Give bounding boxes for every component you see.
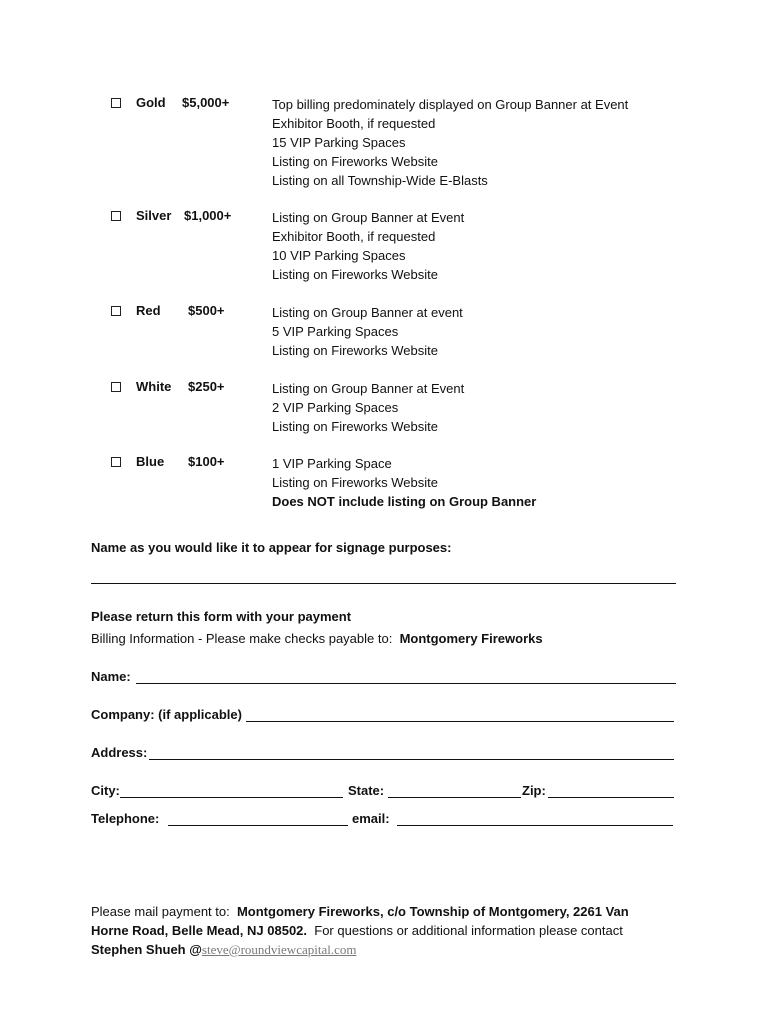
tier-amount: $500+ [188,303,225,318]
tier-benefits [272,303,463,360]
benefit-item: Listing on Fireworks Website [272,419,438,434]
tier-name: Red [136,303,161,318]
tier-checkbox[interactable] [111,211,121,221]
benefit-item: Listing on Fireworks Website [272,475,438,490]
tier-checkbox[interactable] [111,382,121,392]
tier-name: White [136,379,172,394]
signage-label: Name as you would like it to appear for signage purposes: [91,540,452,555]
tier-amount: $250+ [188,379,225,394]
tier-amount: $1,000+ [184,208,232,223]
benefit-item: 1 VIP Parking Space [272,456,392,471]
benefit-item: Listing on Group Banner at event [272,305,463,320]
state-label: State: [348,783,385,798]
address-label: Address: [91,745,148,760]
tier-name: Silver [136,208,172,223]
email-label: email: [352,811,390,826]
mail-prefix: Please mail payment to: [91,904,230,919]
city-input[interactable] [120,797,343,798]
email-input[interactable] [397,825,673,826]
billing-prefix: Billing Information - Please make checks payable to: [91,631,393,646]
city-label: City: [91,783,120,798]
tier-checkbox[interactable] [111,306,121,316]
benefit-item: Listing on all Township-Wide E-Blasts [272,173,488,188]
benefit-item: Does NOT include listing on Group Banner [272,494,537,509]
benefit-item: 10 VIP Parking Spaces [272,248,406,263]
company-label: Company: (if applicable) [91,707,242,722]
tier-benefits [272,379,464,436]
contact-text: For questions or additional information please contact [314,923,623,938]
benefit-item: Listing on Group Banner at Event [272,381,465,396]
tier-name: Gold [136,95,166,110]
benefit-item: Exhibitor Booth, if requested [272,229,436,244]
tier-benefits [272,454,536,511]
tier-benefits [272,95,628,190]
state-input[interactable] [388,797,521,798]
tier-checkbox[interactable] [111,98,121,108]
mail-address: Montgomery Fireworks, c/o Township of Montgomery, 2261 Van Horne Road, Belle Mead, NJ 08502. [91,904,629,938]
return-form-heading: Please return this form with your payment [91,609,352,624]
signage-name-input[interactable] [91,583,676,584]
billing-info [91,631,543,646]
benefit-item: Listing on Fireworks Website [272,267,438,282]
benefit-item: Exhibitor Booth, if requested [272,116,436,131]
telephone-input[interactable] [168,825,348,826]
benefit-item: Listing on Fireworks Website [272,154,438,169]
company-input[interactable] [246,721,674,722]
tier-amount: $100+ [188,454,225,469]
benefit-item: Listing on Group Banner at Event [272,210,465,225]
benefit-item: Top billing predominately displayed on Group Banner at Event [272,97,629,112]
benefit-item: 2 VIP Parking Spaces [272,400,399,415]
tier-amount: $5,000+ [182,95,230,110]
benefit-item: 15 VIP Parking Spaces [272,135,406,150]
tier-name: Blue [136,454,165,469]
address-input[interactable] [149,759,674,760]
tier-benefits [272,208,464,284]
tier-checkbox[interactable] [111,457,121,467]
name-label: Name: [91,669,131,684]
payee-name: Montgomery Fireworks [399,631,543,646]
mailing-instructions [91,902,661,959]
contact-email-link[interactable]: steve@roundviewcapital.com [201,942,357,957]
contact-name: Stephen Shueh @ [91,942,202,957]
benefit-item: 5 VIP Parking Spaces [272,324,399,339]
zip-label: Zip: [522,783,546,798]
name-input[interactable] [136,683,676,684]
benefit-item: Listing on Fireworks Website [272,343,438,358]
telephone-label: Telephone: [91,811,160,826]
zip-input[interactable] [548,797,674,798]
